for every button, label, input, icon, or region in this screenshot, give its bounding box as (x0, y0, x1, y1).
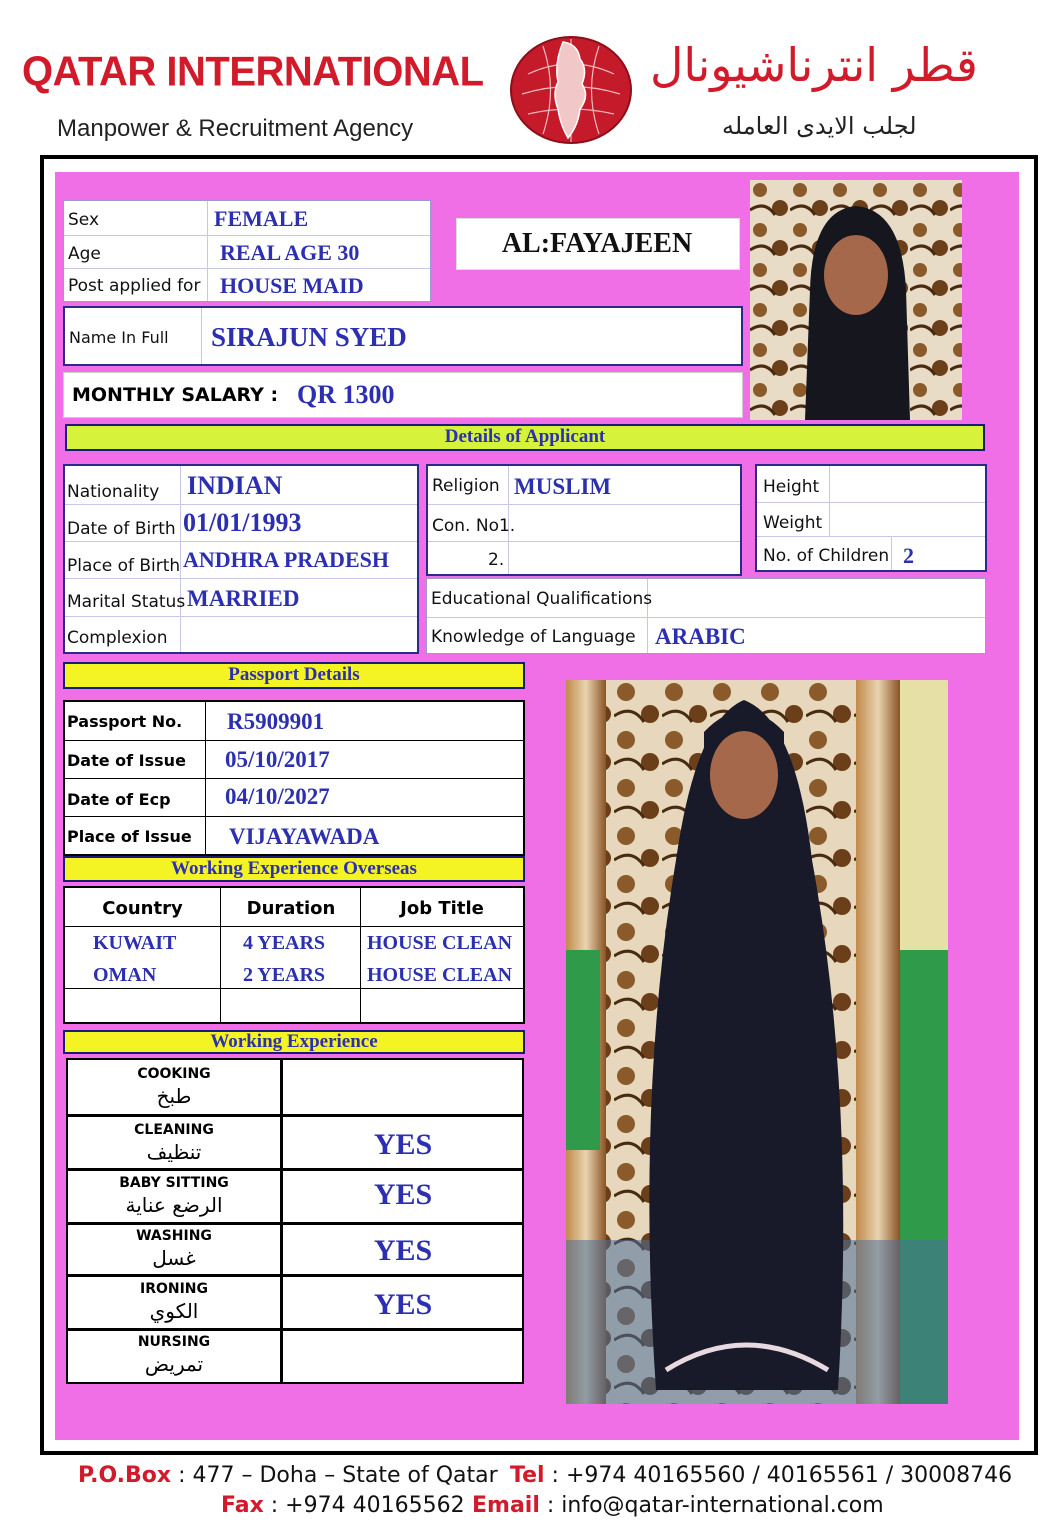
skill-ironing: IRONING الكوي (139, 1281, 209, 1323)
table-cell: 4 YEARS (243, 931, 326, 954)
dob-label: Date of Birth (67, 519, 176, 539)
marital-label: Marital Status (67, 592, 186, 612)
company-tagline-en: Manpower & Recruitment Agency (57, 115, 414, 142)
complexion-label: Complexion (67, 628, 168, 648)
education-label: Educational Qualifications (431, 589, 653, 609)
children-value: 2 (903, 543, 914, 568)
education-box (426, 578, 986, 654)
height-label: Height (763, 477, 820, 497)
basic-info-box (63, 200, 431, 302)
age-label: Age (68, 244, 101, 264)
religion-box (426, 464, 742, 576)
table-cell: HOUSE CLEAN (367, 931, 513, 954)
language-label: Knowledge of Language (431, 627, 636, 647)
skill-nursing: NURSING تمريض (137, 1334, 211, 1376)
issue-date-label: Date of Issue (67, 750, 186, 770)
skill-cleaning: CLEANING تنظيف (134, 1122, 214, 1164)
agency-box (456, 218, 740, 270)
skill-ironing-value: YES (373, 1288, 433, 1321)
applicant-full-photo (566, 680, 948, 1404)
post-label: Post applied for (68, 276, 201, 296)
company-tagline-ar: لجلب الايدى العامله (722, 112, 917, 140)
passport-no-value: R5909901 (227, 709, 325, 734)
globe-logo-icon (508, 34, 634, 146)
salary-value: QR 1300 (297, 380, 395, 409)
applicant-portrait-photo (750, 180, 962, 420)
name-box (63, 306, 743, 366)
col-job-title: Job Title (400, 897, 484, 919)
name-value: SIRAJUN SYED (211, 321, 407, 352)
children-label: No. of Children (763, 546, 890, 566)
salary-label: MONTHLY SALARY : (72, 384, 279, 406)
details-heading: Details of Applicant (65, 424, 985, 451)
passport-heading: Passport Details (63, 662, 525, 689)
agency-name: AL:FAYAJEEN (501, 228, 693, 259)
nationality-label: Nationality (67, 482, 160, 502)
footer-fax: Fax : +974 40165562 (221, 1493, 465, 1518)
issue-date-value: 05/10/2017 (225, 747, 330, 772)
skill-cooking: COOKING طبخ (137, 1066, 211, 1108)
skills-heading: Working Experience (63, 1030, 525, 1054)
skills-table (66, 1058, 524, 1384)
religion-label: Religion (432, 476, 500, 496)
overseas-table (63, 886, 525, 1024)
table-cell: 2 YEARS (243, 963, 326, 986)
language-value: ARABIC (655, 624, 746, 649)
passport-table (63, 700, 525, 856)
expiry-date-value: 04/10/2027 (225, 784, 330, 809)
dob-value: 01/01/1993 (183, 508, 302, 537)
footer-email[interactable]: Email : info@qatar-international.com (472, 1493, 884, 1518)
issue-place-value: VIJAYAWADA (229, 824, 380, 849)
physical-box (755, 464, 987, 572)
expiry-date-label: Date of Ecp (67, 789, 171, 809)
pob-value: ANDHRA PRADESH (183, 547, 389, 572)
contact2-label: 2. (488, 550, 505, 570)
col-country: Country (102, 897, 183, 919)
personal-details-box (63, 464, 419, 654)
skill-cleaning-value: YES (373, 1128, 433, 1161)
post-value: HOUSE MAID (220, 273, 364, 298)
age-value: REAL AGE 30 (220, 240, 360, 265)
pob-label: Place of Birth (67, 556, 181, 576)
table-cell: OMAN (93, 963, 157, 986)
sex-label: Sex (68, 210, 100, 230)
contact1-label: Con. No1. (432, 516, 516, 536)
passport-no-label: Passport No. (67, 711, 183, 731)
table-cell: KUWAIT (93, 931, 177, 954)
sex-value: FEMALE (214, 206, 309, 231)
col-duration: Duration (246, 897, 336, 919)
company-name-en: QATAR INTERNATIONAL (22, 48, 484, 96)
overseas-heading: Working Experience Overseas (63, 856, 525, 882)
nationality-value: INDIAN (187, 471, 283, 500)
skill-washing-value: YES (373, 1234, 433, 1267)
weight-label: Weight (763, 513, 823, 533)
skill-baby-sitting: BABY SITTING الرضع عناية (119, 1175, 229, 1217)
skill-baby-sitting-value: YES (373, 1178, 433, 1211)
table-cell: HOUSE CLEAN (367, 963, 513, 986)
salary-box (63, 372, 743, 418)
issue-place-label: Place of Issue (67, 826, 192, 846)
footer-address: P.O.Box : 477 – Doha – State of Qatar (78, 1463, 498, 1488)
marital-value: MARRIED (187, 586, 300, 611)
name-label: Name In Full (69, 327, 169, 347)
skill-washing: WASHING غسل (136, 1228, 212, 1270)
company-name-ar: قطر انترناشيونال (650, 38, 978, 92)
religion-value: MUSLIM (514, 474, 612, 499)
footer-telephone: Tel : +974 40165560 / 40165561 / 30008746 (510, 1463, 1013, 1488)
